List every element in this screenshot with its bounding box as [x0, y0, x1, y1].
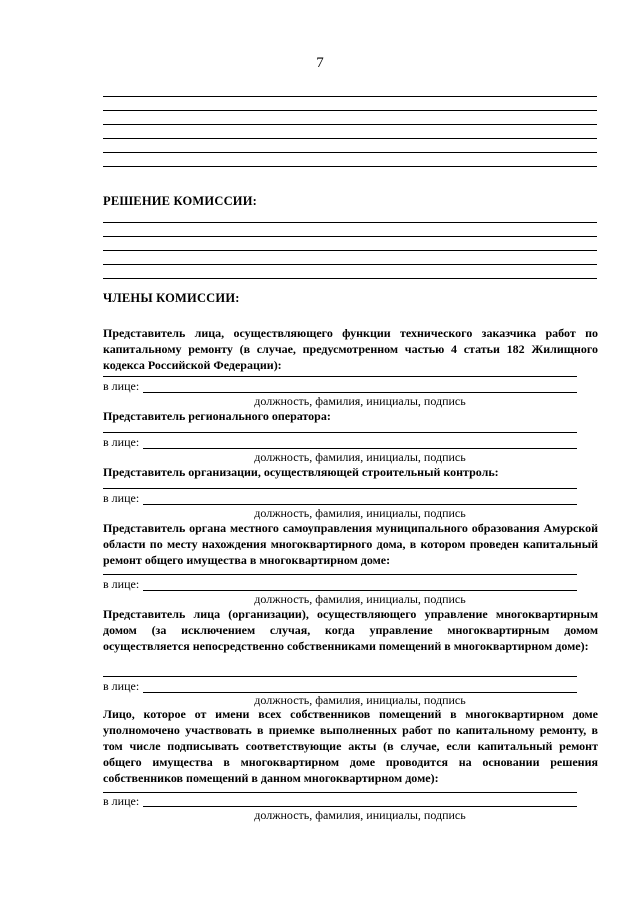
- authorized-owner-person: Лицо, которое от имени всех собственников помещений в многоквартирном доме уполномочено участвовать в приемке выполненных работ по капитальному ремонту, в том числе подписывать соответствующие акты (в случае, если капитальный ремонт общего имущества в многоквартирном доме проводится на основании решения собственников помещений в данном многоквартирном доме):: [103, 707, 598, 785]
- members-heading: ЧЛЕНЫ КОМИССИИ:: [103, 291, 240, 305]
- blank-line: [103, 574, 577, 575]
- signature-line: [143, 806, 577, 807]
- blank-line: [103, 278, 597, 279]
- page-number: 7: [316, 55, 324, 71]
- blank-line: [103, 236, 597, 237]
- blank-line: [103, 488, 577, 489]
- representative-management-organization: Представитель лица (организации), осуществляющего управление многоквартирным домом (за исключением случая, когда управление многоквартирным домом осуществляется непосредственно собственниками помещений в многоквартирном доме):: [103, 607, 598, 653]
- blank-line: [103, 124, 597, 125]
- in-person-label: в лице:: [103, 577, 140, 591]
- blank-line: [103, 166, 597, 167]
- blank-line: [103, 152, 597, 153]
- representative-local-government: Представитель органа местного самоуправления муниципального образования Амурской области по месту нахождения многоквартирного дома, в котором проведен капитальный ремонт общего имущества в многоквартирном доме:: [103, 521, 598, 567]
- signature-caption: должность, фамилия, инициалы, подпись: [254, 506, 466, 520]
- blank-line: [103, 676, 577, 677]
- signature-line: [143, 504, 577, 505]
- blank-line: [103, 250, 597, 251]
- signature-line: [143, 590, 577, 591]
- signature-caption: должность, фамилия, инициалы, подпись: [254, 592, 466, 606]
- in-person-label: в лице:: [103, 435, 140, 449]
- in-person-label: в лице:: [103, 679, 140, 693]
- in-person-label: в лице:: [103, 379, 140, 393]
- blank-line: [103, 110, 597, 111]
- signature-caption: должность, фамилия, инициалы, подпись: [254, 394, 466, 408]
- blank-line: [103, 432, 577, 433]
- signature-caption: должность, фамилия, инициалы, подпись: [254, 693, 466, 707]
- representative-regional-operator: Представитель регионального оператора:: [103, 409, 331, 423]
- in-person-label: в лице:: [103, 491, 140, 505]
- decision-heading: РЕШЕНИЕ КОМИССИИ:: [103, 194, 258, 208]
- in-person-label: в лице:: [103, 794, 140, 808]
- signature-line: [143, 448, 577, 449]
- blank-line: [103, 264, 597, 265]
- signature-caption: должность, фамилия, инициалы, подпись: [254, 808, 466, 822]
- signature-line: [143, 392, 577, 393]
- blank-line: [103, 222, 597, 223]
- representative-construction-control: Представитель организации, осуществляющей строительный контроль:: [103, 465, 499, 479]
- blank-line: [103, 792, 577, 793]
- blank-line: [103, 96, 597, 97]
- representative-technical-customer: Представитель лица, осуществляющего функции технического заказчика работ по капитальному ремонту (в случае, предусмотренном частью 4 статьи 182 Жилищного кодекса Российской Федерации):: [103, 326, 598, 372]
- blank-line: [103, 376, 577, 377]
- signature-caption: должность, фамилия, инициалы, подпись: [254, 450, 466, 464]
- blank-line: [103, 138, 597, 139]
